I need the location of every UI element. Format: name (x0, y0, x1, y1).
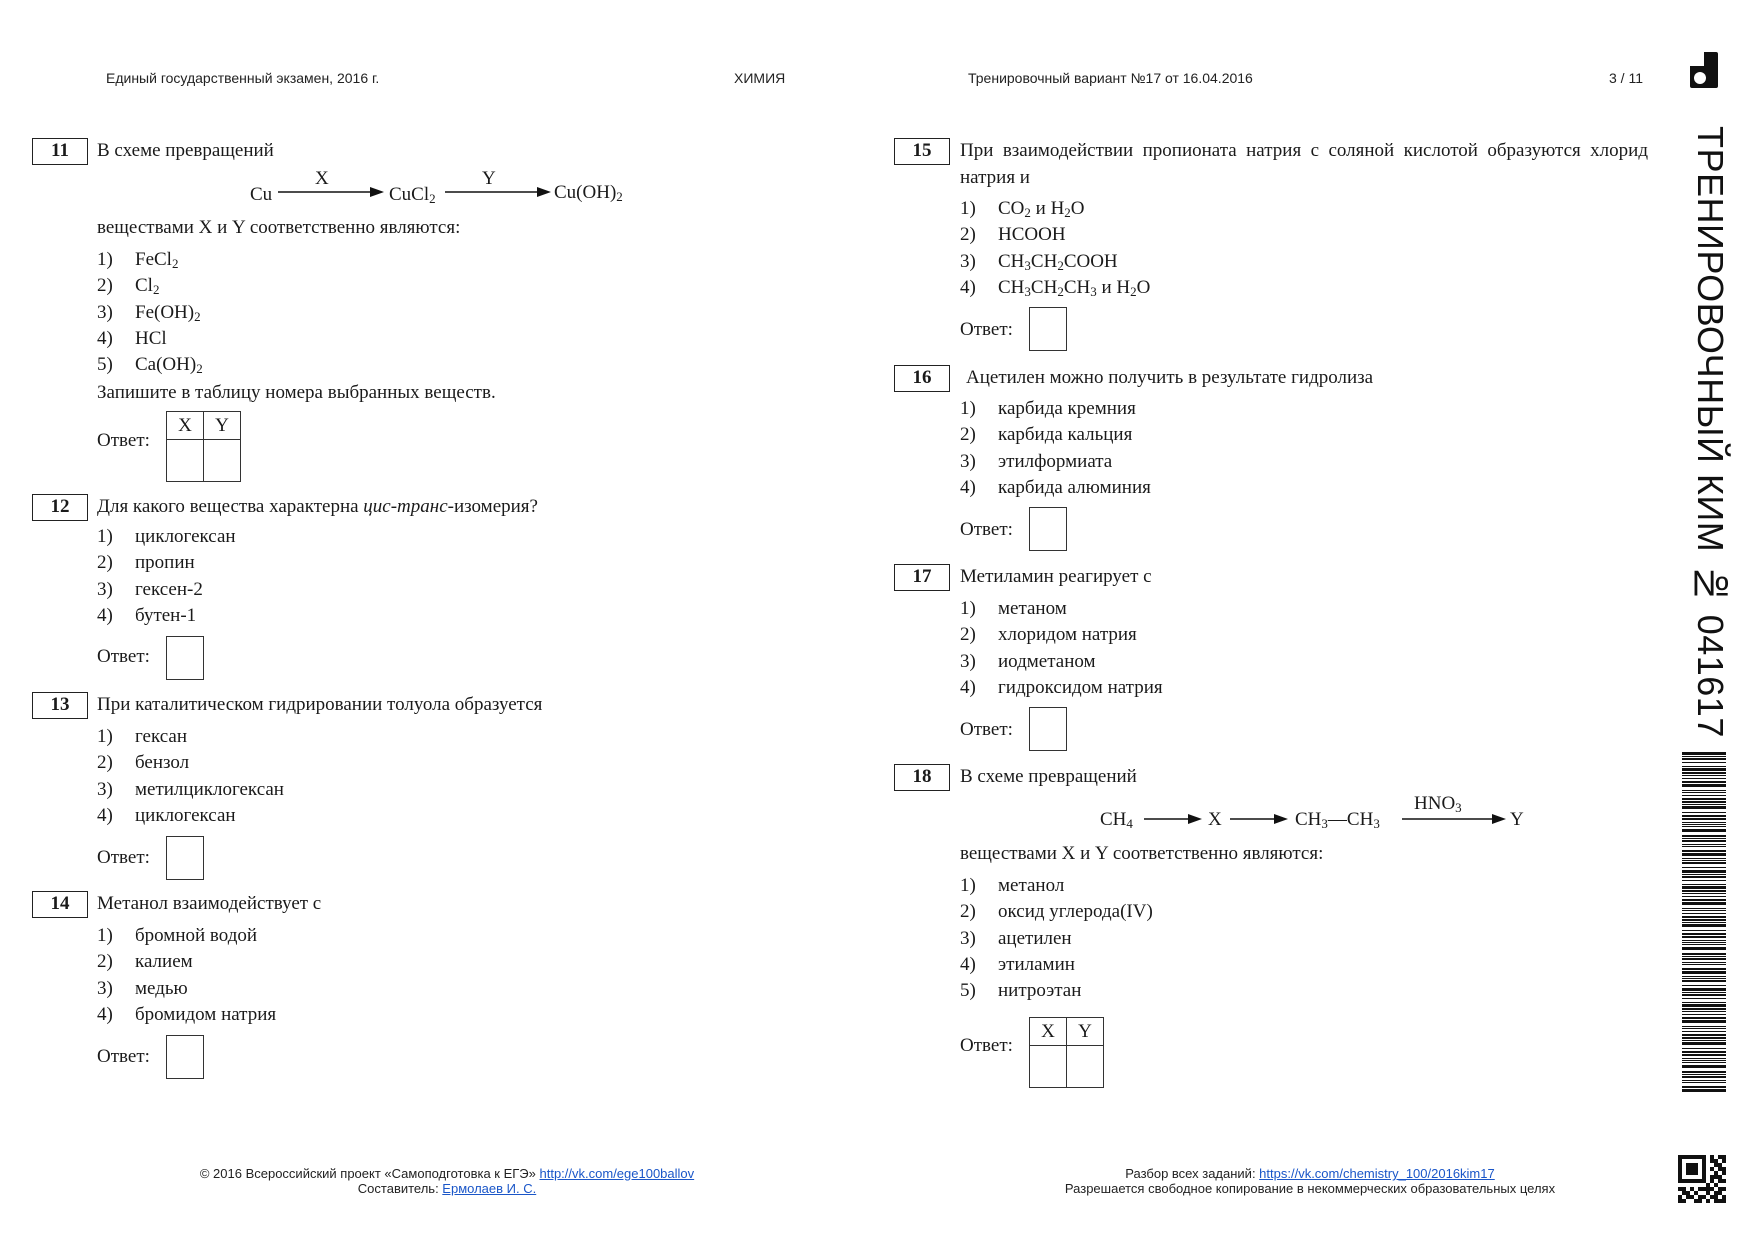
answer-table (1029, 1017, 1104, 1088)
option: 3) $Fe(OH)_2$ (97, 301, 201, 324)
options-list (960, 596, 1163, 701)
question-subtext: веществами X и Y соответственно являются: (97, 217, 461, 238)
scheme-start: $CH_4$ (1100, 809, 1133, 831)
answer-label: Ответ: (97, 430, 150, 451)
answer-label: Ответ: (960, 1035, 1013, 1056)
footer-right (960, 1166, 1660, 1196)
reaction-scheme (248, 168, 648, 212)
options-list (97, 923, 276, 1028)
corner-marker (1690, 52, 1718, 88)
answer-cell-x[interactable] (167, 440, 204, 482)
instruction-text: Запишите в таблицу номера выбранных веществ. (97, 382, 496, 403)
option: 4) бромидом натрия (97, 1003, 277, 1025)
option: 1) гексан (97, 726, 187, 747)
option: 2) оксид углерода(IV) (960, 901, 1153, 923)
option: 3) $CH_3CH_2COOH$ (960, 250, 1118, 273)
answer-label: Ответ: (960, 719, 1013, 740)
license-text: Разрешается свободное копирование в некоммерческих образовательных целях (1064, 1181, 1556, 1196)
option: 1) карбида кремния (960, 398, 1136, 419)
question-text: В схеме превращений (97, 140, 274, 161)
option: 3) гексен-2 (97, 578, 203, 600)
option: 1) метанол (960, 875, 1065, 896)
project-link[interactable]: http://vk.com/ege100ballov (539, 1166, 695, 1181)
qr-code (1678, 1155, 1726, 1203)
option: 2) хлоридом натрия (960, 624, 1137, 646)
option: 1) $CO_2$ и $H_2O$ (960, 198, 1085, 220)
column-header-x: X (1030, 1018, 1067, 1046)
option: 3) этилформиата (960, 450, 1113, 472)
option: 4) гидроксидом натрия (960, 676, 1163, 698)
scheme-end: $Cu(OH)_2$ (554, 182, 623, 204)
option: 2) $Cl_2$ (97, 275, 160, 298)
answer-box[interactable] (166, 1035, 204, 1079)
options-list (97, 724, 284, 829)
answer-cell-x[interactable] (1030, 1046, 1067, 1088)
author-link[interactable]: Ермолаев И. С. (442, 1181, 537, 1196)
option: 3) ацетилен (960, 927, 1072, 949)
column-header-x: X (167, 412, 204, 440)
task-number: 15 (894, 138, 950, 165)
header-subject: ХИМИЯ (734, 70, 786, 86)
task-number: 16 (894, 365, 950, 392)
question-text: Ацетилен можно получить в результате гидролиза (966, 367, 1374, 388)
option: 2) калием (97, 951, 193, 973)
answer-cell-y[interactable] (1067, 1046, 1104, 1088)
answer-box[interactable] (1029, 307, 1067, 351)
option: 3) медью (97, 977, 188, 999)
options-list (960, 196, 1150, 301)
option: 2) карбида кальция (960, 424, 1133, 446)
task-number: 11 (32, 138, 88, 165)
question-text: Метанол взаимодействует с (97, 893, 322, 914)
arrow-icon (278, 186, 384, 198)
answer-label: Ответ: (97, 1046, 150, 1067)
header-variant: Тренировочный вариант №17 от 16.04.2016 (968, 70, 1253, 86)
analysis-label: Разбор всех заданий: (1125, 1166, 1260, 1181)
answer-box[interactable] (166, 636, 204, 680)
question-text: При взаимодействии пропионата натрия с соляной кислотой образуются хлорид натрия и (960, 140, 1648, 188)
option: 4) HCl (97, 327, 167, 349)
scheme-reagent: $HNO_3$ (1414, 793, 1462, 815)
options-list (97, 247, 203, 378)
question-subtext: веществами X и Y соответственно являются: (960, 843, 1324, 864)
options-list (97, 524, 236, 629)
analysis-link[interactable]: https://vk.com/chemistry_100/2016kim17 (1259, 1166, 1495, 1181)
scheme-ethane: $CH_3—CH_3$ (1295, 809, 1380, 831)
arrow-icon (445, 186, 551, 198)
answer-label: Ответ: (97, 847, 150, 868)
task-number: 17 (894, 564, 950, 591)
reaction-scheme (1098, 793, 1538, 839)
task-number: 14 (32, 891, 88, 918)
option: 2) пропин (97, 552, 195, 574)
arrow-icon (1402, 813, 1506, 825)
answer-table (166, 411, 241, 482)
option: 4) $CH_3CH_2CH_3$ и $H_2O$ (960, 276, 1151, 299)
question-text: Для какого вещества характерна цис-транс-изомерия? (97, 496, 538, 517)
scheme-middle: CuCl$_2$ (389, 184, 436, 206)
column-header-y: Y (1067, 1018, 1104, 1046)
question-text: При каталитическом гидрировании толуола образуется (97, 694, 543, 715)
task-number: 18 (894, 764, 950, 791)
option: 3) иодметаном (960, 650, 1096, 672)
side-title: ТРЕНИРОВОЧНЫЙ КИМ № 041617 (1690, 126, 1731, 738)
scheme-product-y: Y (1510, 809, 1524, 830)
option: 1) метаном (960, 598, 1067, 619)
option: 1) циклогексан (97, 526, 236, 547)
arrow-icon (1230, 813, 1288, 825)
option: 4) циклогексан (97, 804, 236, 826)
option: 4) бутен-1 (97, 604, 197, 626)
question-text: Метиламин реагирует с (960, 566, 1152, 587)
column-header-y: Y (204, 412, 241, 440)
author-label: Составитель: (357, 1181, 443, 1196)
answer-box[interactable] (1029, 507, 1067, 551)
header-page-number: 3 / 11 (1609, 70, 1643, 86)
scheme-start: Cu (250, 184, 273, 205)
option: 3) метилциклогексан (97, 778, 284, 800)
task-number: 12 (32, 494, 88, 521)
footer-copyright: © 2016 Всероссийский проект «Самоподготовка к ЕГЭ» (199, 1166, 540, 1181)
options-list (960, 396, 1151, 501)
answer-label: Ответ: (960, 319, 1013, 340)
answer-cell-y[interactable] (204, 440, 241, 482)
answer-box[interactable] (166, 836, 204, 880)
options-list (960, 873, 1153, 1004)
footer-left (100, 1166, 794, 1196)
task-number: 13 (32, 692, 88, 719)
question-text: В схеме превращений (960, 766, 1137, 787)
scheme-intermediate-x: X (1208, 809, 1222, 830)
option: 5) нитроэтан (960, 980, 1082, 1002)
option: 2) HCOOH (960, 224, 1066, 246)
arrow-icon (1144, 813, 1202, 825)
option: 4) карбида алюминия (960, 476, 1151, 498)
option: 1) бромной водой (97, 925, 258, 946)
option: 4) этиламин (960, 953, 1075, 975)
option: 1) FeCl$_2$ (97, 249, 179, 271)
barcode (1682, 752, 1726, 1100)
option: 2) бензол (97, 752, 190, 774)
scheme-reagent-x: X (315, 168, 329, 189)
answer-label: Ответ: (97, 646, 150, 667)
scheme-reagent-y: Y (482, 168, 496, 189)
answer-box[interactable] (1029, 707, 1067, 751)
option: 5) $Ca(OH)_2$ (97, 354, 203, 377)
header-exam: Единый государственный экзамен, 2016 г. (106, 70, 380, 86)
answer-label: Ответ: (960, 519, 1013, 540)
